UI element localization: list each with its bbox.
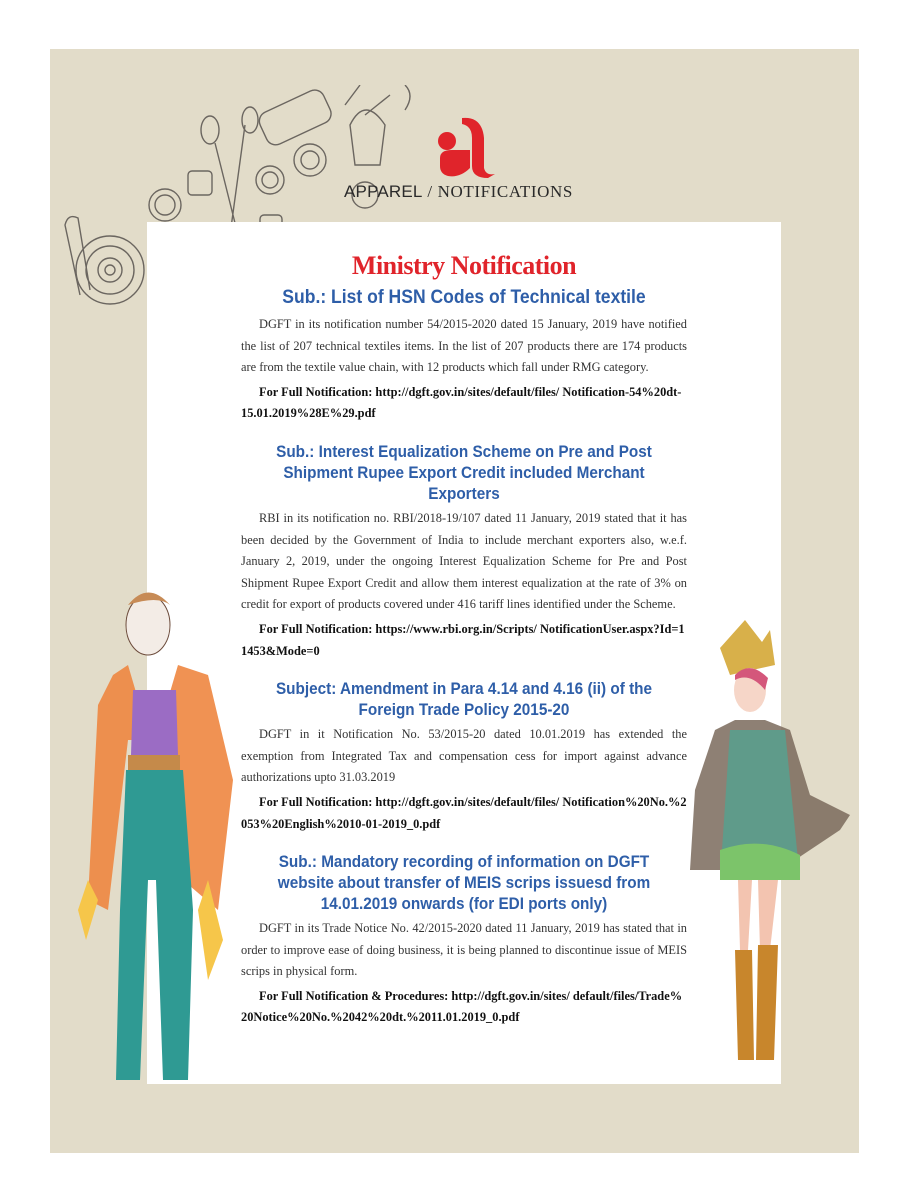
notification-link[interactable]: For Full Notification & Procedures: http://dgft.gov.in/sites/ default/files/Trade%20Notice%20No.%2042%20dt.%2011.01.2019_0.pdf xyxy=(241,988,683,1025)
notification-link[interactable]: For Full Notification: http://dgft.gov.in/sites/default/files/ Notification%20No.%2053%20English%2010-01-2019_0.pdf xyxy=(241,794,687,831)
notification-block xyxy=(241,851,687,1029)
notification-heading: Sub.: Mandatory recording of information on DGFT website about transfer of MEIS scrips issuesd from 14.01.2019 onwards (for EDI ports only) xyxy=(277,852,651,914)
section-secondary: NOTIFICATIONS xyxy=(437,182,573,201)
notification-body: DGFT in it Notification No. 53/2015-20 dated 10.01.2019 has extended the exemption from Integrated Tax and compensation cess for import against advance authorizations upto 31.03.2019 xyxy=(241,727,687,785)
article-title: Ministry Notification xyxy=(351,251,577,280)
notification-heading: Sub.: Interest Equalization Scheme on Pre and Post Shipment Rupee Export Credit included Merchant Exporters xyxy=(276,441,652,503)
notification-block xyxy=(241,284,687,425)
notification-body: DGFT in its notification number 54/2015-2020 dated 15 January, 2019 have notified the list of 207 technical textiles items. In the list of 207 products there are 174 products are from the textile value chain, with 12 products which fall under RMG category. xyxy=(241,317,687,375)
section-primary: APPAREL xyxy=(344,182,423,201)
article xyxy=(241,250,687,1045)
notification-heading: Subject: Amendment in Para 4.14 and 4.16 (ii) of the Foreign Trade Policy 2015-20 xyxy=(275,679,653,720)
fashion-figure-left-icon xyxy=(58,580,248,1085)
section-separator: / xyxy=(422,182,438,201)
section-label xyxy=(344,182,604,202)
notification-link[interactable]: For Full Notification: https://www.rbi.org.in/Scripts/ NotificationUser.aspx?Id=11453&Mode=0 xyxy=(241,621,685,658)
notification-heading: Sub.: List of HSN Codes of Technical textile xyxy=(282,286,646,308)
apparel-logo-icon xyxy=(400,108,510,178)
notification-body: DGFT in its Trade Notice No. 42/2015-2020 dated 11 January, 2019 has stated that in order to improve ease of doing business, it is being planned to discontinue issue of MEIS scrips in physical form. xyxy=(241,921,687,979)
notification-link[interactable]: For Full Notification: http://dgft.gov.in/sites/default/files/ Notification-54%20dt-15.01.2019%28E%29.pdf xyxy=(241,384,682,421)
notification-block xyxy=(241,678,687,835)
fashion-figure-right-icon xyxy=(690,620,855,1060)
notification-body: RBI in its notification no. RBI/2018-19/107 dated 11 January, 2019 stated that it has been decided by the Government of India to include merchant exporters also, w.e.f. January 2, 2019, under the ongoing Interest Equalization Scheme for Pre and Post Shipment Rupee Export Credit and allow them interest equalization at the rate of 3% on credit for export of products covered under 416 tariff lines identified under the Scheme. xyxy=(241,510,687,612)
notification-block xyxy=(241,441,687,662)
